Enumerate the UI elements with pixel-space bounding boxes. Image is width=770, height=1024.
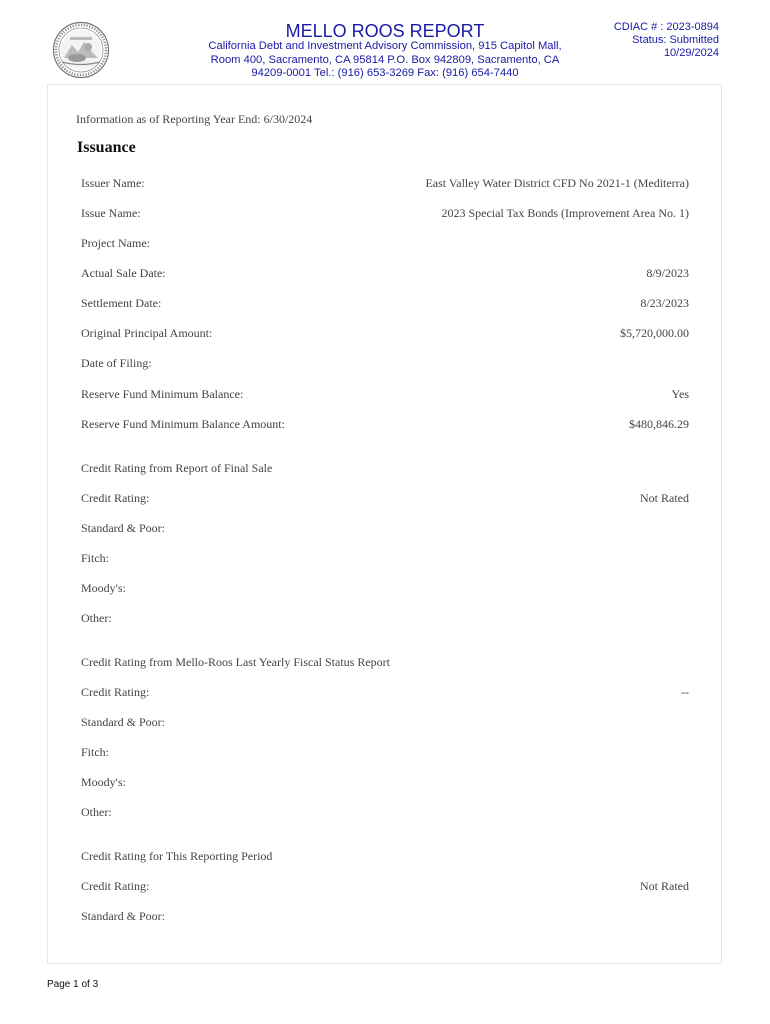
field-row-issuer-name [81,176,689,192]
field-row-credit-rating [81,491,689,507]
report-status: Status: Submitted [632,34,719,46]
field-label: Credit Rating: [81,879,150,893]
field-row-moodys [81,581,689,597]
field-row-issue-name [81,206,689,222]
field-row-other [81,611,689,627]
state-seal-icon [52,21,110,79]
field-label: Issue Name: [81,206,141,220]
field-value: -- [681,685,689,699]
field-label: Original Principal Amount: [81,326,213,340]
field-value: 2023 Special Tax Bonds (Improvement Area No. 1) [441,206,689,220]
page-number: Page 1 of 3 [47,979,99,990]
field-value: $5,720,000.00 [620,326,689,340]
reporting-year-info: Information as of Reporting Year End: 6/30/2024 [76,112,313,126]
field-row-credit-rating [81,879,689,895]
address-line-2: Room 400, Sacramento, CA 95814 P.O. Box 942809, Sacramento, CA [210,53,560,66]
field-row-project-name [81,236,689,252]
field-value: East Valley Water District CFD No 2021-1 (Mediterra) [425,176,689,190]
cdiac-number: CDIAC # : 2023-0894 [613,21,719,33]
field-label: Credit Rating: [81,685,150,699]
report-meta [614,21,719,60]
field-label: Date of Filing: [81,356,152,370]
field-label: Moody's: [81,775,126,789]
subheading-final-sale-rating: Credit Rating from Report of Final Sale [81,461,273,475]
field-label: Other: [81,805,112,819]
field-row-moodys [81,775,689,791]
address-line-1: California Debt and Investment Advisory Commission, 915 Capitol Mall, [208,40,562,52]
field-row-other [81,805,689,821]
subheading-last-yearly-rating: Credit Rating from Mello-Roos Last Yearly Fiscal Status Report [81,655,390,669]
field-label: Standard & Poor: [81,715,165,729]
field-label: Fitch: [81,551,110,565]
field-row-standard-poor [81,715,689,731]
subheading-this-period-rating: Credit Rating for This Reporting Period [81,849,273,863]
field-label: Fitch: [81,745,110,759]
field-row-reserve-fund-min-balance [81,387,689,403]
field-row-reserve-fund-min-amount [81,417,689,433]
field-label: Actual Sale Date: [81,266,166,280]
field-label: Reserve Fund Minimum Balance: [81,387,244,401]
field-label: Settlement Date: [81,296,162,310]
field-value: $480,846.29 [629,417,689,431]
field-row-standard-poor [81,909,689,925]
report-date: 10/29/2024 [663,47,719,59]
report-title: MELLO ROOS REPORT [285,21,485,41]
field-value: Yes [671,387,689,401]
field-row-standard-poor [81,521,689,537]
field-label: Standard & Poor: [81,521,165,535]
address-line-3: 94209-0001 Tel.: (916) 653-3269 Fax: (916) 654-7440 [251,67,519,79]
field-label: Moody's: [81,581,126,595]
field-row-actual-sale-date [81,266,689,282]
field-row-credit-rating [81,685,689,701]
field-row-settlement-date [81,296,689,312]
field-row-original-principal [81,326,689,342]
field-label: Project Name: [81,236,150,250]
field-label: Standard & Poor: [81,909,165,923]
field-label: Other: [81,611,112,625]
field-value: 8/23/2023 [640,296,689,310]
field-row-date-of-filing [81,356,689,372]
field-label: Credit Rating: [81,491,150,505]
field-label: Issuer Name: [81,176,145,190]
field-value: Not Rated [640,879,689,893]
field-value: Not Rated [640,491,689,505]
field-row-fitch [81,551,689,567]
field-label: Reserve Fund Minimum Balance Amount: [81,417,285,431]
commission-address [190,40,580,81]
section-title-issuance: Issuance [77,139,136,156]
field-row-fitch [81,745,689,761]
field-value: 8/9/2023 [646,266,689,280]
